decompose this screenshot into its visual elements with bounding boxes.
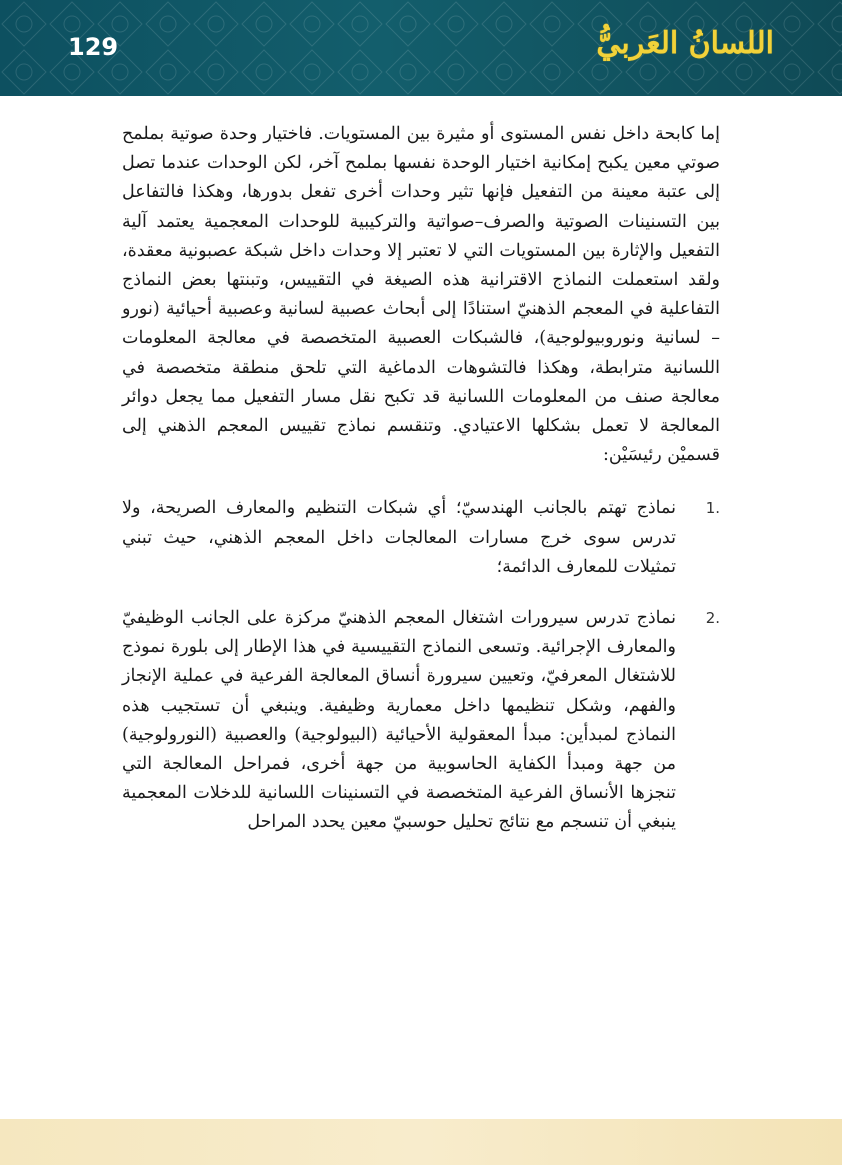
page-footer-band xyxy=(0,1119,842,1165)
list-item-text: نماذج تدرس سيرورات اشتغال المعجم الذهنيّ مركزة على الجانب الوظيفيّ والمعارف الإجرائية. وتسعى النماذج التقييسية في هذا الإطار إلى بلورة نموذج للاشتغال المعرفيّ، وتعيين سيرورة أنساق المعالجة الفرعية في عملية الإنجاز والفهم، وشكل تنظيمها داخل معمارية وظيفية. وينبغي أن تستجيب هذه النماذج لمبدأين: مبدأ المعقولية الأحيائية (البيولوجية) والعصبية (النورولوجية) من جهة ومبدأ الكفاية الحاسوبية من جهة أخرى، فمراحل المعالجة التي تنجزها الأنساق الفرعية المتخصصة في التسنينات اللسانية للدخلات المعجمية ينبغي أن تنسجم مع نتائج تحليل حوسبيّ معين يحدد المراحل xyxy=(122,608,676,833)
list-item-number: 2. xyxy=(705,609,720,628)
list-item xyxy=(122,494,720,582)
list-item-number: 1. xyxy=(705,499,720,518)
page-number: 129 xyxy=(68,33,119,61)
body-paragraph: إما كابحة داخل نفس المستوى أو مثيرة بين المستويات. فاختيار وحدة صوتية بملمح صوتي معين يكبح إمكانية اختيار الوحدة نفسها بملمح آخر، لكن الوحدات عندما تصل إلى عتبة معينة من التفعيل فإنها تثير وحدات أخرى تفعل بدورها، وهكذا فالتفاعل بين التسنينات الصوتية والصرف–صواتية والتركيبية للوحدات المعجمية يعتمد آلية التفعيل والإثارة بين المستويات التي لا تعتبر إلا وحدات داخل شبكة عصبونية معقدة، ولقد استعملت النماذج الاقترانية هذه الصيغة في التقييس، وتبنتها بعض النماذج التفاعلية في المعجم الذهنيّ استنادًا إلى أبحاث عصبية لسانية وعصبية أحيائية (نورو – لسانية ونوروبيولوجية)، فالشبكات العصبية المتخصصة في معالجة المعلومات اللسانية مترابطة، وهكذا فالتشوهات الدماغية التي تلحق منطقة متخصصة في معالجة صنف من المعلومات اللسانية قد تكبح نقل مسار التفعيل مما يجعل دوائر المعالجة لا تعمل بشكلها الاعتيادي. وتنقسم نماذج تقييس المعجم الذهني إلى قسميْن رئيسَيْن: xyxy=(122,124,720,466)
numbered-list xyxy=(122,494,720,837)
journal-logo: اللسانُ العَربيُّ xyxy=(596,26,774,61)
page-header xyxy=(0,0,842,96)
article-body xyxy=(122,120,720,860)
list-item-text: نماذج تهتم بالجانب الهندسيّ؛ أي شبكات التنظيم والمعارف الصريحة، ولا تدرس سوى خرج مسارات المعالجات داخل المعجم الذهني، حيث تبني تمثيلات للمعارف الدائمة؛ xyxy=(122,498,676,577)
list-item xyxy=(122,604,720,838)
